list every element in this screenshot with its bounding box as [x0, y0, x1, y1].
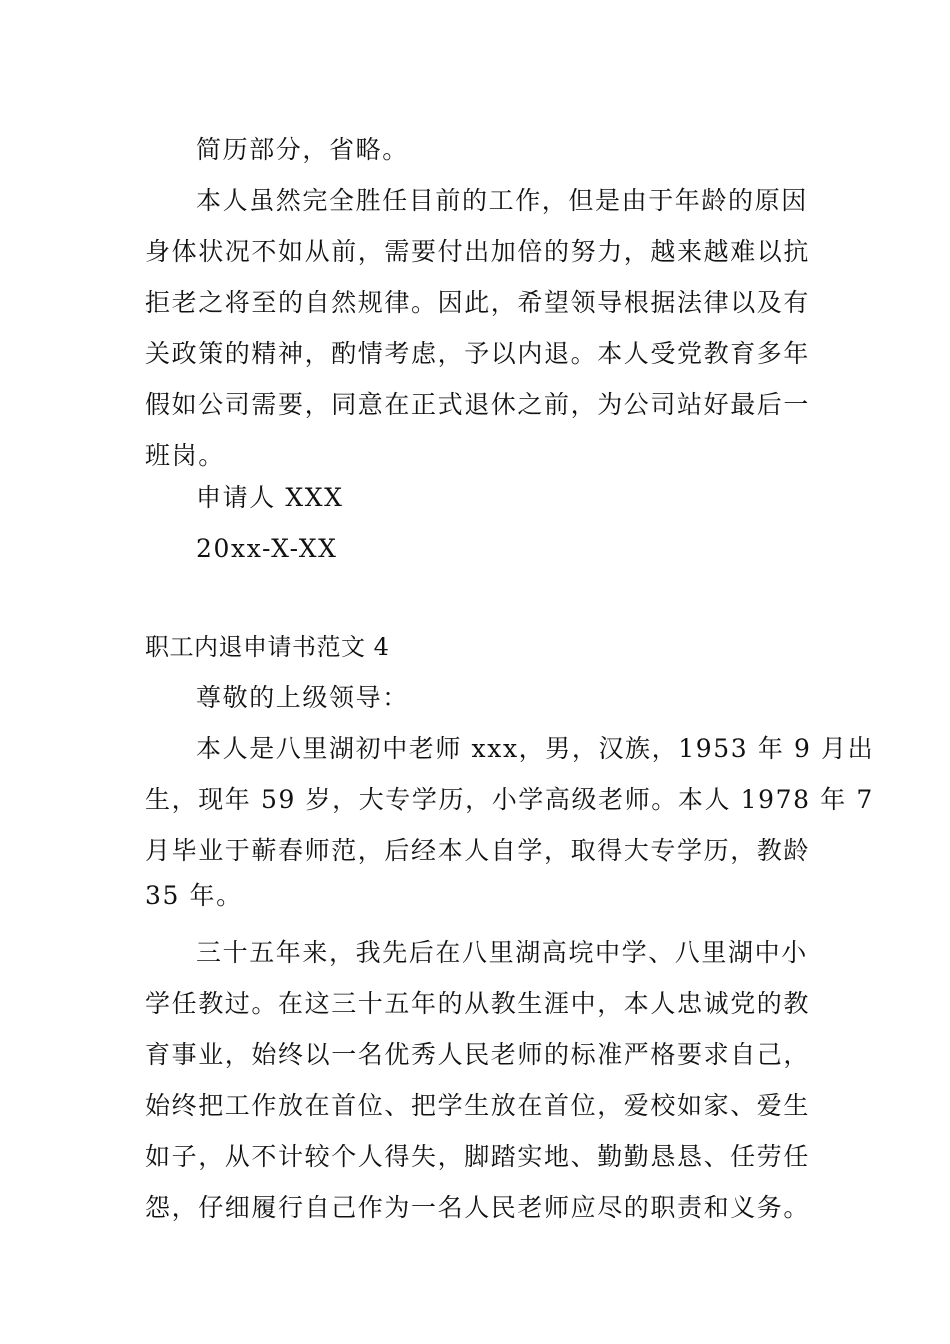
body-line: 始终把工作放在首位、把学生放在首位，爱校如家、爱生 [145, 1091, 811, 1120]
body-line: 班岗。 [145, 441, 225, 470]
body-line: 关政策的精神，酌情考虑，予以内退。本人受党教育多年 [145, 339, 811, 368]
body-line: 学任教过。在这三十五年的从教生涯中，本人忠诚党的教 [145, 989, 811, 1018]
body-line: 生，现年 59 岁，大专学历，小学高级老师。本人 1978 年 7 [145, 785, 874, 814]
body-line: 如子，从不计较个人得失，脚踏实地、勤勤恳恳、任劳任 [145, 1142, 811, 1171]
section-heading: 职工内退申请书范文 4 [145, 633, 390, 661]
applicant-signature: 申请人 XXX [196, 483, 344, 512]
body-line: 育事业，始终以一名优秀人民老师的标准严格要求自己， [145, 1040, 811, 1069]
body-line: 三十五年来，我先后在八里湖高垸中学、八里湖中小 [196, 938, 808, 967]
application-date: 20xx-X-XX [196, 534, 338, 563]
body-line: 月毕业于蕲春师范，后经本人自学，取得大专学历，教龄 [145, 836, 811, 865]
body-line: 本人虽然完全胜任目前的工作，但是由于年龄的原因 [196, 186, 808, 215]
body-line: 怨，仔细履行自己作为一名人民老师应尽的职责和义务。 [145, 1193, 811, 1222]
body-line: 假如公司需要，同意在正式退休之前，为公司站好最后一 [145, 390, 811, 419]
paragraph-resume-omitted: 简历部分，省略。 [196, 135, 409, 164]
body-line: 拒老之将至的自然规律。因此，希望领导根据法律以及有 [145, 288, 811, 317]
body-line: 本人是八里湖初中老师 xxx，男，汉族，1953 年 9 月出 [196, 734, 875, 763]
body-line: 身体状况不如从前，需要付出加倍的努力，越来越难以抗 [145, 237, 811, 266]
salutation: 尊敬的上级领导： [196, 683, 409, 712]
body-line: 35 年。 [145, 881, 243, 910]
